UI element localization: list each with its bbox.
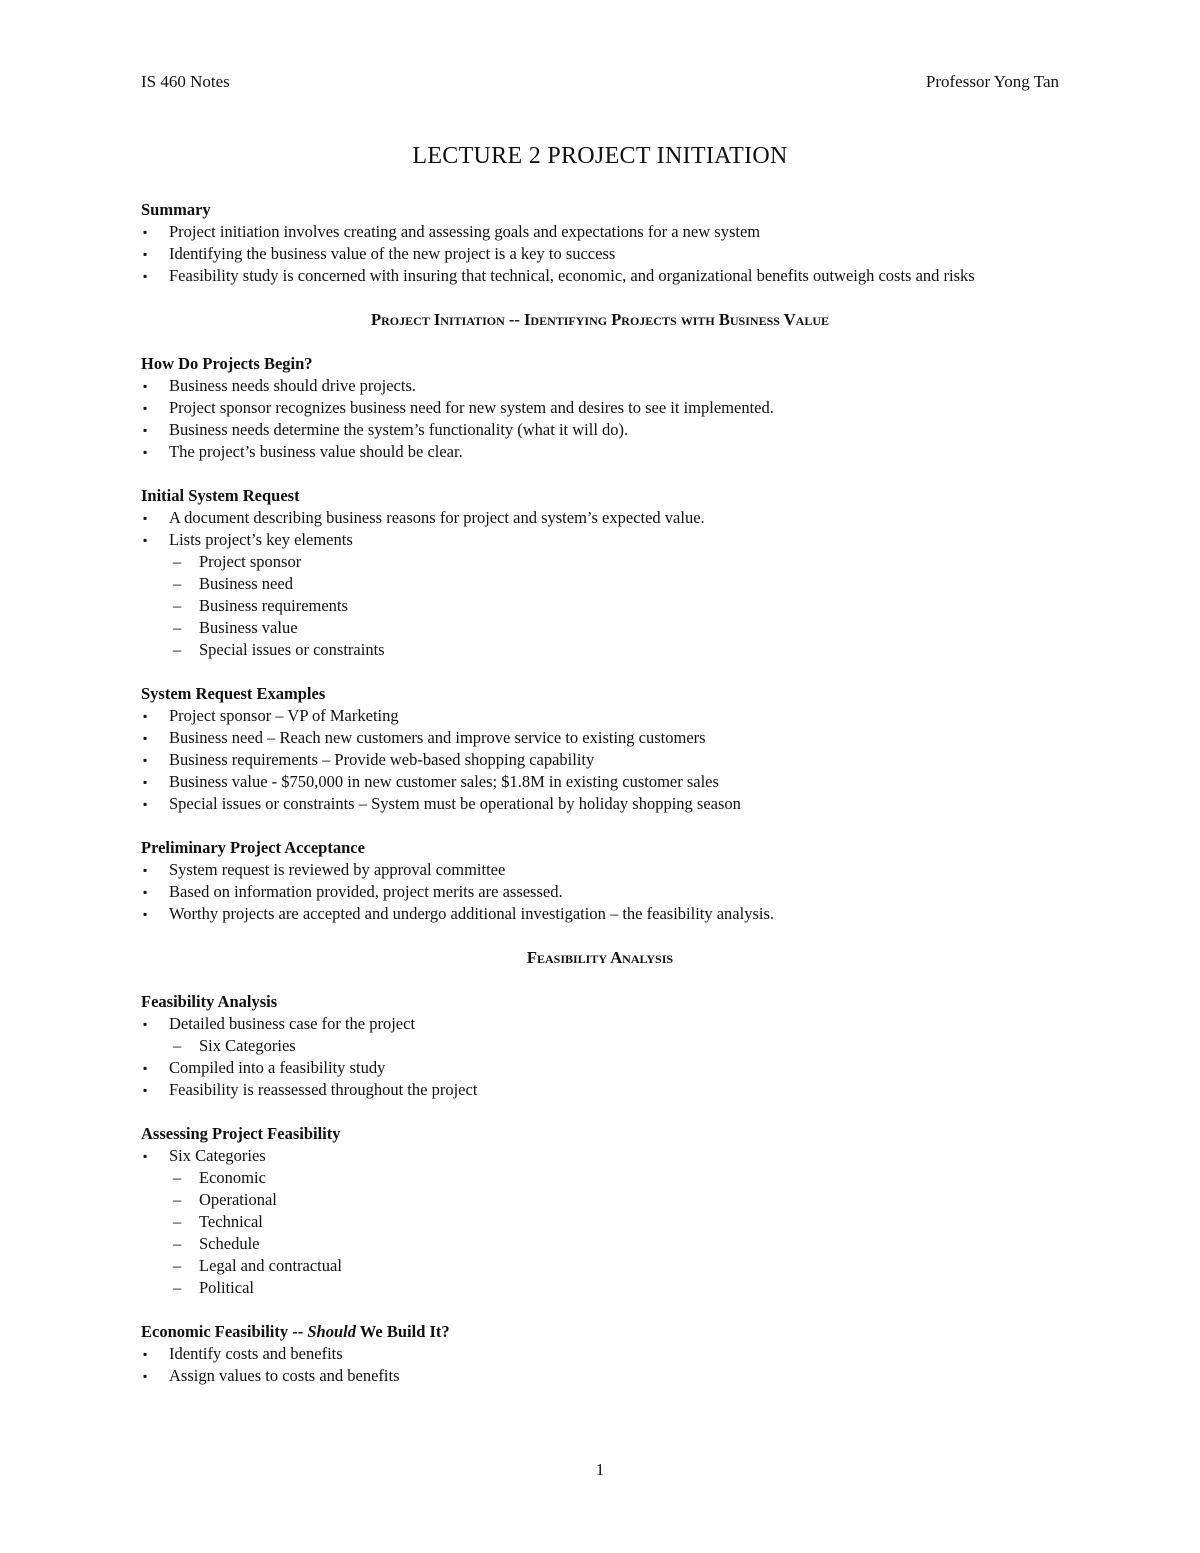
sublist-item: – Technical — [141, 1211, 1059, 1233]
feasibility-list-cont — [141, 1057, 1059, 1101]
sublist-item: – Legal and contractual — [141, 1255, 1059, 1277]
begin-list — [141, 375, 1059, 463]
list-item: ▪ Business needs should drive projects. — [141, 375, 1059, 397]
prelim-list — [141, 859, 1059, 925]
assess-heading: Assessing Project Feasibility — [141, 1124, 341, 1143]
feasibility-heading: Feasibility Analysis — [141, 992, 278, 1011]
list-item: ▪ Business value - $750,000 in new customer sales; $1.8M in existing customer sales — [141, 771, 1059, 793]
list-item: ▪ Compiled into a feasibility study — [141, 1057, 1059, 1079]
list-item: ▪ Feasibility study is concerned with insuring that technical, economic, and organizational benefits outweigh costs and risks — [141, 265, 1059, 287]
list-item: ▪ Project sponsor recognizes business need for new system and desires to see it implemented. — [141, 397, 1059, 419]
economic-list — [141, 1343, 1059, 1387]
list-item: ▪ Assign values to costs and benefits — [141, 1365, 1059, 1387]
sublist-item: – Business value — [141, 617, 1059, 639]
economic-heading — [141, 1321, 1059, 1343]
feasibility-sublist — [141, 1035, 1059, 1057]
examples-heading: System Request Examples — [141, 684, 326, 703]
header-course: IS 460 Notes — [141, 72, 230, 91]
initial-heading: Initial System Request — [141, 486, 300, 505]
sublist-item: – Six Categories — [141, 1035, 1059, 1057]
sublist-item: – Special issues or constraints — [141, 639, 1059, 661]
list-item: ▪ Six Categories — [141, 1145, 1059, 1167]
sublist-item: – Political — [141, 1277, 1059, 1299]
economic-heading-emphasis: Should — [307, 1322, 356, 1341]
list-item: ▪ Special issues or constraints – System must be operational by holiday shopping season — [141, 793, 1059, 815]
list-item: ▪ The project’s business value should be clear. — [141, 441, 1059, 463]
list-item: ▪ Identifying the business value of the new project is a key to success — [141, 243, 1059, 265]
begin-heading: How Do Projects Begin? — [141, 354, 313, 373]
economic-heading-end: We Build It? — [355, 1322, 450, 1341]
list-item: ▪ A document describing business reasons for project and system’s expected value. — [141, 507, 1059, 529]
initial-list — [141, 507, 1059, 551]
summary-list — [141, 221, 1059, 287]
header-professor: Professor Yong Tan — [925, 72, 1059, 91]
list-item: ▪ Identify costs and benefits — [141, 1343, 1059, 1365]
summary-heading: Summary — [141, 200, 211, 219]
list-item: ▪ Project initiation involves creating and assessing goals and expectations for a new system — [141, 221, 1059, 243]
list-item: ▪ Project sponsor – VP of Marketing — [141, 705, 1059, 727]
feasibility-list — [141, 1013, 1059, 1035]
list-item: ▪ Based on information provided, project merits are assessed. — [141, 881, 1059, 903]
document-body — [141, 199, 1059, 1387]
section-title-feasibility-analysis: Feasibility Analysis — [526, 948, 674, 967]
sublist-item: – Schedule — [141, 1233, 1059, 1255]
page-title: LECTURE 2 PROJECT INITIATION — [412, 143, 788, 169]
assess-sublist — [141, 1167, 1059, 1299]
economic-heading-start: Economic Feasibility -- — [141, 1322, 308, 1341]
examples-list — [141, 705, 1059, 815]
page-number: 1 — [595, 1460, 605, 1479]
list-item: ▪ Business needs determine the system’s functionality (what it will do). — [141, 419, 1059, 441]
section-title-project-initiation: Project Initiation -- Identifying Projects with Business Value — [370, 310, 830, 329]
sublist-item: – Project sponsor — [141, 551, 1059, 573]
sublist-item: – Economic — [141, 1167, 1059, 1189]
list-item: ▪ Lists project’s key elements — [141, 529, 1059, 551]
list-item: ▪ System request is reviewed by approval committee — [141, 859, 1059, 881]
prelim-heading: Preliminary Project Acceptance — [141, 838, 365, 857]
initial-sublist — [141, 551, 1059, 661]
sublist-item: – Business need — [141, 573, 1059, 595]
sublist-item: – Operational — [141, 1189, 1059, 1211]
list-item: ▪ Business requirements – Provide web-based shopping capability — [141, 749, 1059, 771]
list-item: ▪ Detailed business case for the project — [141, 1013, 1059, 1035]
list-item: ▪ Worthy projects are accepted and undergo additional investigation – the feasibility analysis. — [141, 903, 1059, 925]
sublist-item: – Business requirements — [141, 595, 1059, 617]
list-item: ▪ Business need – Reach new customers and improve service to existing customers — [141, 727, 1059, 749]
assess-list — [141, 1145, 1059, 1167]
list-item: ▪ Feasibility is reassessed throughout the project — [141, 1079, 1059, 1101]
